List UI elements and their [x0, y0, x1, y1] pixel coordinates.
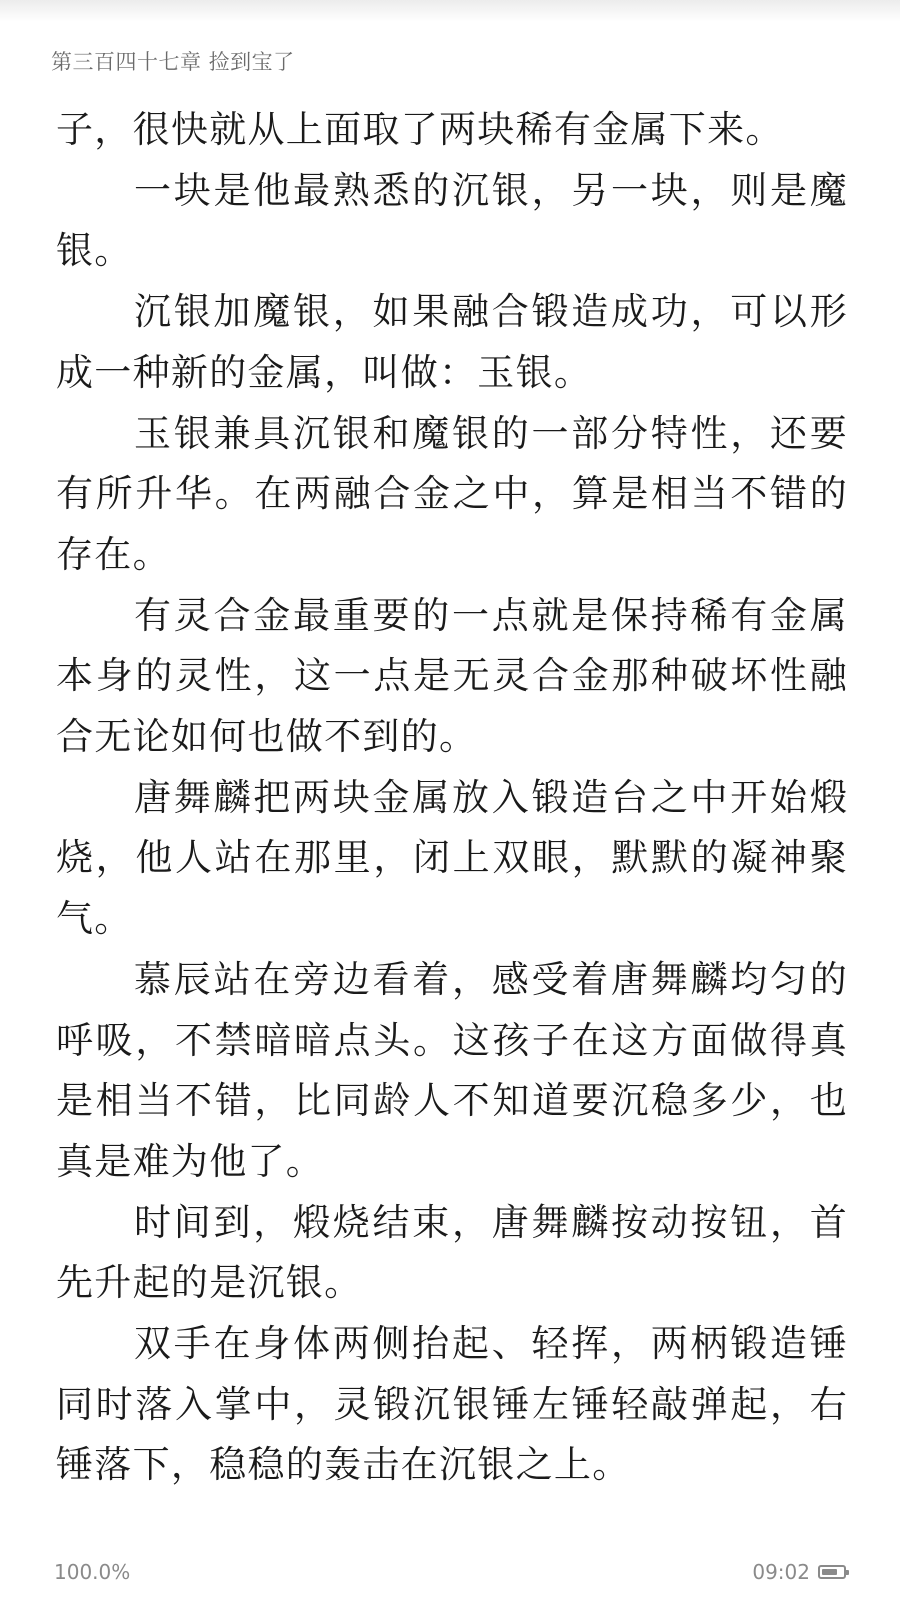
paragraph: 有灵合金最重要的一点就是保持稀有金属本身的灵性，这一点是无灵合金那种破坏性融合无论如何也做不到的。 [56, 593, 848, 759]
reader-body[interactable] [56, 100, 848, 1496]
clock-area [752, 1560, 846, 1584]
paragraph: 双手在身体两侧抬起、轻挥，两柄锻造锤同时落入掌中，灵锻沉银锤左锤轻敲弹起，右锤落下，稳稳的轰击在沉银之上。 [56, 1322, 848, 1487]
battery-fill [822, 1569, 837, 1575]
clock-time: 09:02 [752, 1560, 810, 1584]
top-shade [0, 0, 900, 22]
paragraph: 慕辰站在旁边看着，感受着唐舞麟均匀的呼吸，不禁暗暗点头。这孩子在这方面做得真是相当不错，比同龄人不知道要沉稳多少，也真是难为他了。 [56, 957, 848, 1183]
battery-tip [846, 1570, 849, 1575]
reading-progress: 100.0% [54, 1560, 131, 1584]
paragraph: 沉银加魔银，如果融合锻造成功，可以形成一种新的金属，叫做：玉银。 [56, 290, 848, 394]
status-footer [0, 1560, 900, 1590]
battery-icon [818, 1565, 846, 1579]
paragraph: 玉银兼具沉银和魔银的一部分特性，还要有所升华。在两融合金之中，算是相当不错的存在。 [56, 411, 848, 576]
paragraph: 一块是他最熟悉的沉银，另一块，则是魔银。 [56, 168, 848, 273]
paragraph: 时间到，煅烧结束，唐舞麟按动按钮，首先升起的是沉银。 [56, 1200, 848, 1305]
paragraph: 子，很快就从上面取了两块稀有金属下来。 [56, 108, 784, 151]
paragraph: 唐舞麟把两块金属放入锻造台之中开始煅烧，他人站在那里，闭上双眼，默默的凝神聚气。 [56, 775, 848, 941]
chapter-title: 第三百四十七章 捡到宝了 [51, 50, 295, 74]
